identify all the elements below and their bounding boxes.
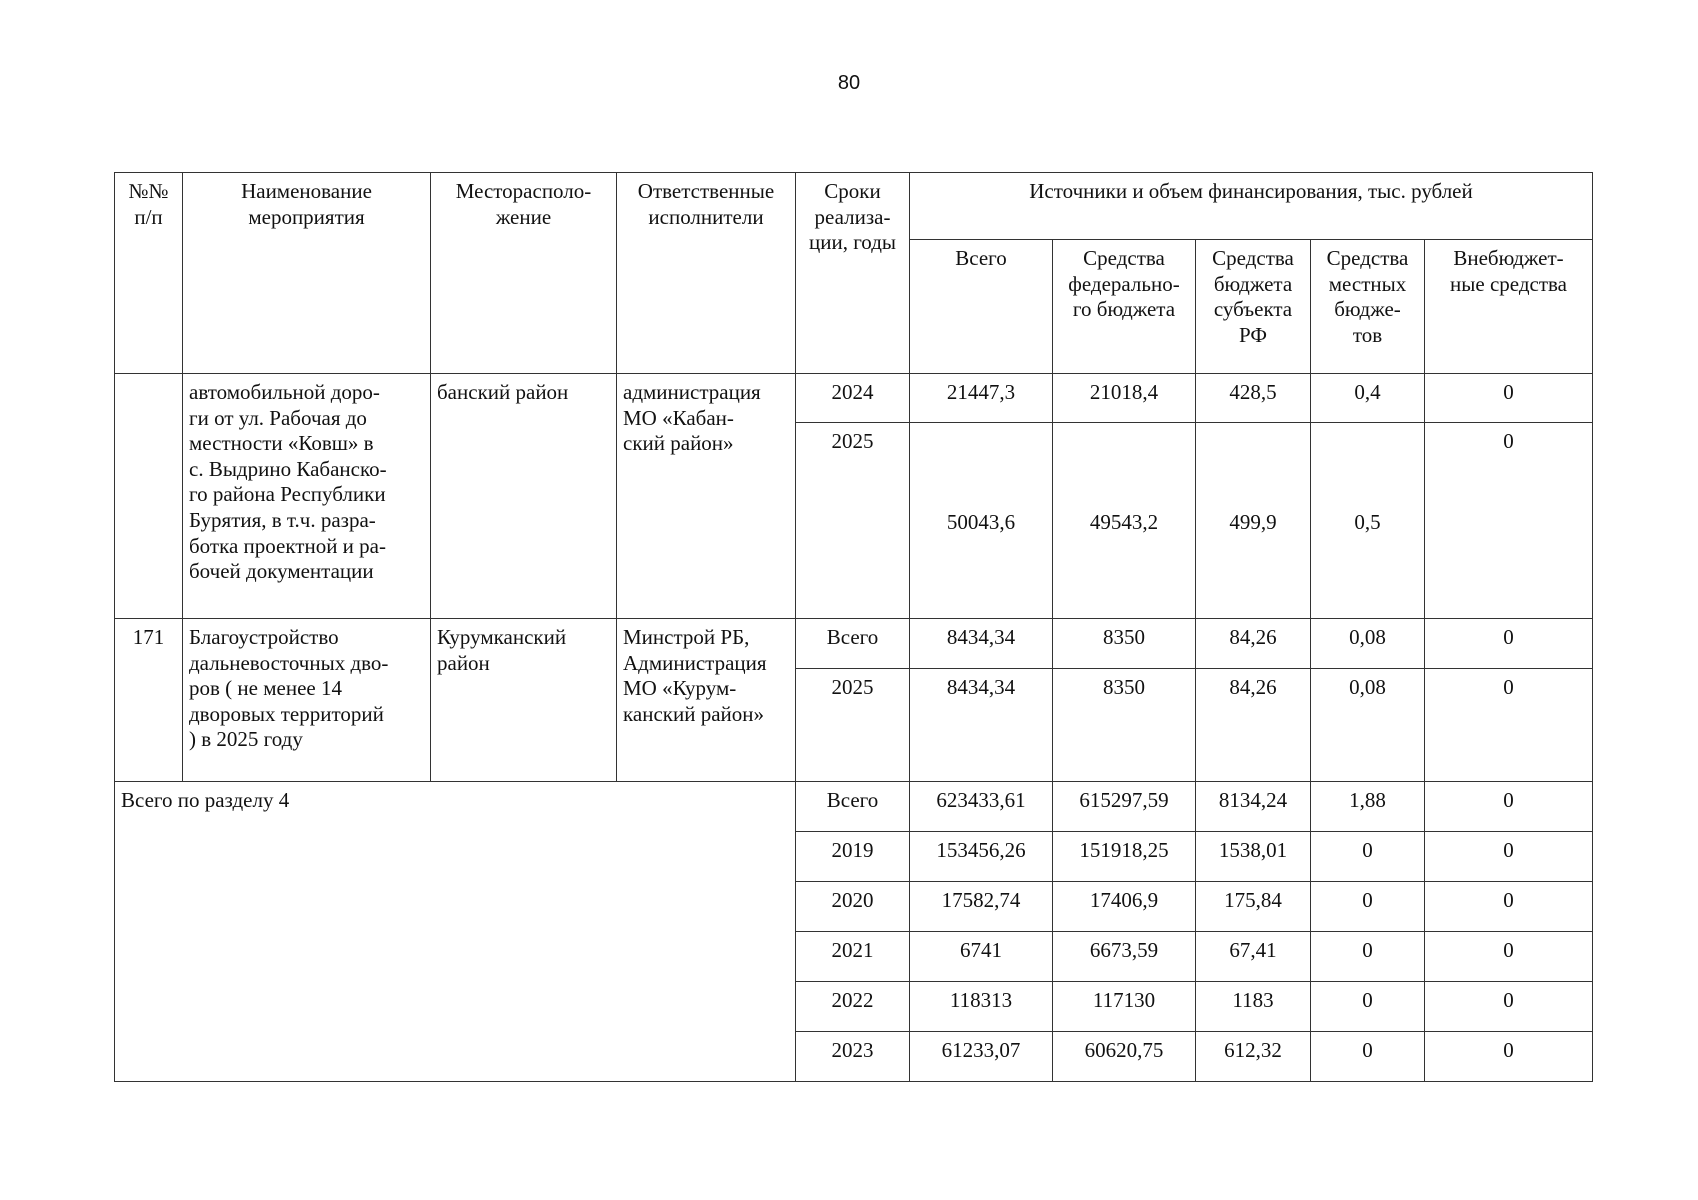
financing-table — [114, 172, 1593, 1082]
subject-cell: 84,26 — [1196, 619, 1311, 669]
table-row — [115, 619, 1593, 669]
year-cell: Всего — [796, 782, 910, 832]
cont-item-responsible: администрация МО «Кабан- ский район» — [617, 374, 796, 619]
subject-cell: 1538,01 — [1196, 832, 1311, 882]
extra-cell: 0 — [1425, 669, 1593, 782]
header-subject: Средства бюджета субъекта РФ — [1196, 240, 1311, 374]
federal-cell: 117130 — [1053, 982, 1196, 1032]
total-cell: 8434,34 — [910, 669, 1053, 782]
federal-cell: 8350 — [1053, 619, 1196, 669]
year-cell: 2025 — [796, 669, 910, 782]
local-cell: 0 — [1311, 882, 1425, 932]
page-number: 80 — [837, 72, 861, 94]
federal-cell: 21018,4 — [1053, 374, 1196, 423]
year-cell: 2022 — [796, 982, 910, 1032]
header-num: №№ п/п — [115, 173, 183, 374]
local-cell: 0 — [1311, 982, 1425, 1032]
subject-cell: 67,41 — [1196, 932, 1311, 982]
year-cell: 2024 — [796, 374, 910, 423]
subject-cell: 84,26 — [1196, 669, 1311, 782]
extra-cell: 0 — [1425, 882, 1593, 932]
item-171-location: Курумканский район — [431, 619, 617, 782]
federal-cell: 6673,59 — [1053, 932, 1196, 982]
header-total: Всего — [910, 240, 1053, 374]
local-cell: 0 — [1311, 1032, 1425, 1082]
total-cell: 623433,61 — [910, 782, 1053, 832]
cont-num-cell — [115, 374, 183, 619]
subject-cell: 499,9 — [1196, 423, 1311, 619]
item-171-responsible: Минстрой РБ, Администрация МО «Курум- канский район» — [617, 619, 796, 782]
header-extra: Внебюджет- ные средства — [1425, 240, 1593, 374]
federal-cell: 615297,59 — [1053, 782, 1196, 832]
total-cell: 118313 — [910, 982, 1053, 1032]
federal-cell: 17406,9 — [1053, 882, 1196, 932]
local-cell: 0,08 — [1311, 619, 1425, 669]
local-cell: 0,5 — [1311, 423, 1425, 619]
subject-cell: 612,32 — [1196, 1032, 1311, 1082]
extra-cell: 0 — [1425, 932, 1593, 982]
subject-cell: 428,5 — [1196, 374, 1311, 423]
total-cell: 61233,07 — [910, 1032, 1053, 1082]
section-total-label: Всего по разделу 4 — [115, 782, 796, 1082]
cont-item-name: автомобильной доро- ги от ул. Рабочая до местности «Ковш» в с. Выдрино Кабанско- го района Республики Бурятия, в т.ч. разра- ботка проектной и ра- бочей документации — [183, 374, 431, 619]
year-cell: 2019 — [796, 832, 910, 882]
table-row — [115, 374, 1593, 423]
local-cell: 0,4 — [1311, 374, 1425, 423]
subject-cell: 175,84 — [1196, 882, 1311, 932]
item-171-name: Благоустройство дальневосточных дво- ров ( не менее 14 дворовых территорий ) в 2025 году — [183, 619, 431, 782]
header-responsible: Ответственные исполнители — [617, 173, 796, 374]
cont-item-location: банский район — [431, 374, 617, 619]
header-funding: Источники и объем финансирования, тыс. рублей — [910, 173, 1593, 240]
total-cell: 8434,34 — [910, 619, 1053, 669]
year-cell: 2023 — [796, 1032, 910, 1082]
header-period: Сроки реализа- ции, годы — [796, 173, 910, 374]
header-name: Наименование мероприятия — [183, 173, 431, 374]
total-cell: 50043,6 — [910, 423, 1053, 619]
local-cell: 1,88 — [1311, 782, 1425, 832]
item-171-num: 171 — [115, 619, 183, 782]
year-cell: Всего — [796, 619, 910, 669]
extra-cell: 0 — [1425, 619, 1593, 669]
federal-cell: 151918,25 — [1053, 832, 1196, 882]
total-cell: 153456,26 — [910, 832, 1053, 882]
local-cell: 0,08 — [1311, 669, 1425, 782]
extra-cell: 0 — [1425, 374, 1593, 423]
extra-cell: 0 — [1425, 1032, 1593, 1082]
header-local: Средства местных бюдже- тов — [1311, 240, 1425, 374]
year-cell: 2020 — [796, 882, 910, 932]
federal-cell: 60620,75 — [1053, 1032, 1196, 1082]
subject-cell: 1183 — [1196, 982, 1311, 1032]
header-federal: Средства федерально- го бюджета — [1053, 240, 1196, 374]
header-location: Месторасполо- жение — [431, 173, 617, 374]
year-cell: 2025 — [796, 423, 910, 619]
extra-cell: 0 — [1425, 423, 1593, 619]
total-cell: 21447,3 — [910, 374, 1053, 423]
table-header-row — [115, 173, 1593, 240]
extra-cell: 0 — [1425, 832, 1593, 882]
total-cell: 6741 — [910, 932, 1053, 982]
local-cell: 0 — [1311, 932, 1425, 982]
table-row — [115, 782, 1593, 832]
extra-cell: 0 — [1425, 982, 1593, 1032]
total-cell: 17582,74 — [910, 882, 1053, 932]
subject-cell: 8134,24 — [1196, 782, 1311, 832]
extra-cell: 0 — [1425, 782, 1593, 832]
federal-cell: 8350 — [1053, 669, 1196, 782]
local-cell: 0 — [1311, 832, 1425, 882]
year-cell: 2021 — [796, 932, 910, 982]
federal-cell: 49543,2 — [1053, 423, 1196, 619]
